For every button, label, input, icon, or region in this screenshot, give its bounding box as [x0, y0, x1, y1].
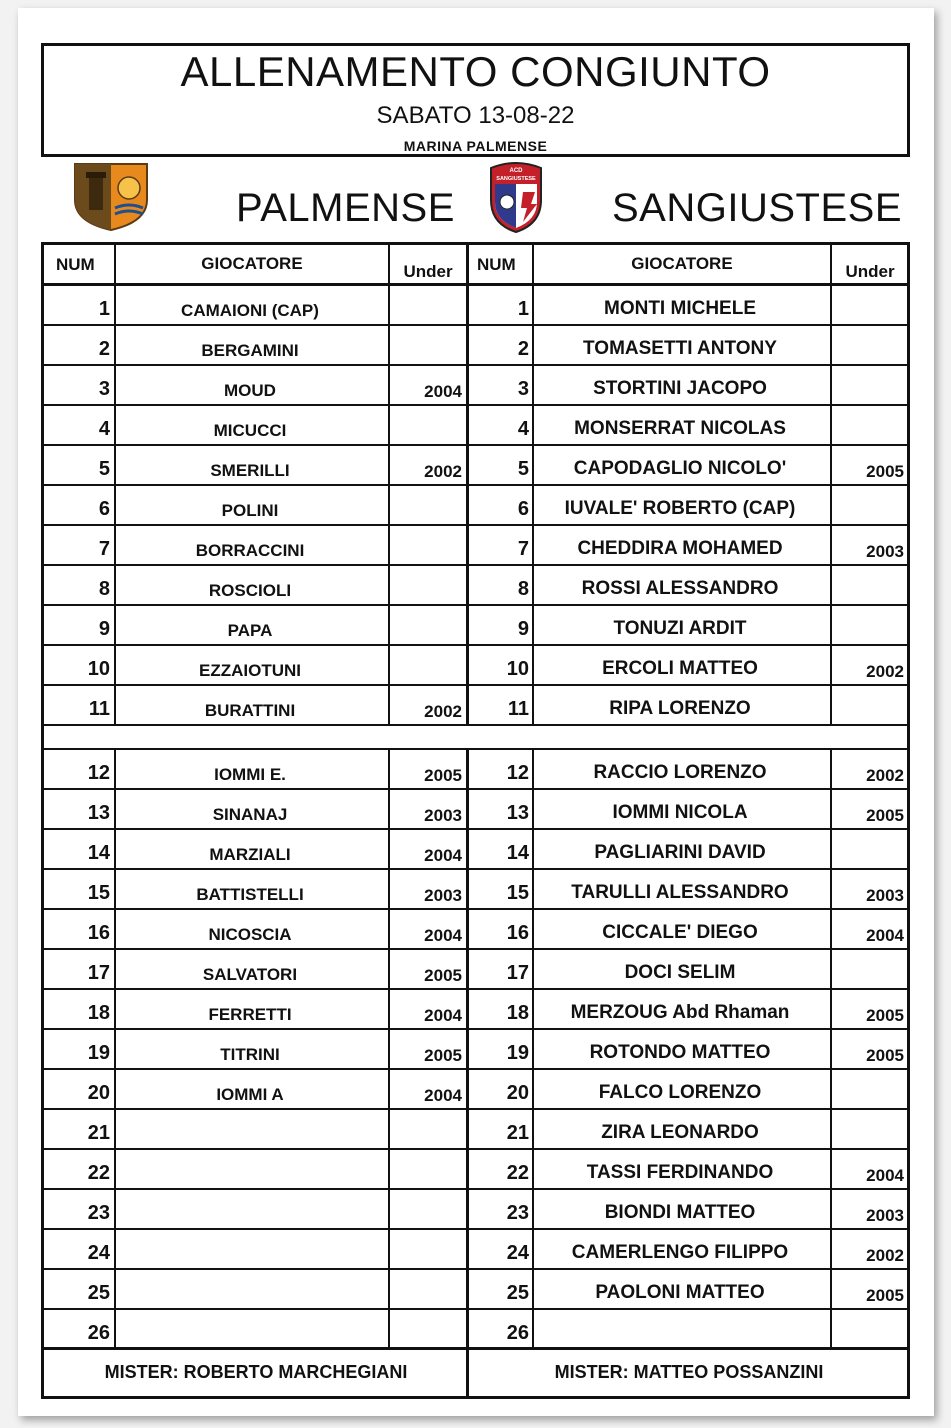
- player-under-left: 2004: [424, 926, 462, 945]
- player-number-left: 18: [87, 1002, 110, 1024]
- player-under-right: 2005: [866, 806, 904, 825]
- player-number-right: 5: [517, 458, 529, 480]
- player-name-left: PAPA: [227, 621, 273, 640]
- right-under-divider: [830, 245, 832, 726]
- table-row: [44, 646, 907, 686]
- player-number-right: 25: [506, 1282, 529, 1304]
- table-row: [44, 750, 907, 790]
- left-under-divider: [388, 750, 390, 1350]
- player-under-right: 2003: [866, 886, 904, 905]
- player-under-right: 2002: [866, 662, 904, 681]
- player-number-left: 13: [87, 802, 110, 824]
- player-number-left: 24: [87, 1242, 110, 1264]
- player-name-left: BERGAMINI: [201, 341, 299, 360]
- player-name-left: FERRETTI: [208, 1005, 292, 1024]
- coach-right: MISTER: MATTEO POSSANZINI: [554, 1362, 824, 1382]
- svg-text:ACD: ACD: [509, 168, 523, 174]
- table-row: [44, 1310, 907, 1350]
- player-under-right: 2004: [866, 926, 904, 945]
- player-number-right: 9: [517, 618, 529, 640]
- player-under-right: 2005: [866, 1286, 904, 1305]
- table-row: [44, 406, 907, 446]
- player-name-right: TOMASETTI ANTONY: [583, 338, 777, 359]
- player-under-right: 2003: [866, 1206, 904, 1225]
- table-row: [44, 526, 907, 566]
- player-name-right: MONSERRAT NICOLAS: [574, 418, 786, 439]
- table-row: [44, 1270, 907, 1310]
- player-number-right: 6: [517, 498, 529, 520]
- player-name-left: NICOSCIA: [208, 925, 292, 944]
- player-number-right: 13: [506, 802, 529, 824]
- table-row: [44, 486, 907, 526]
- col-header-player-left: GIOCATORE: [201, 254, 303, 273]
- event-venue: MARINA PALMENSE: [403, 138, 548, 152]
- player-under-left: 2004: [424, 1086, 462, 1105]
- player-number-right: 16: [506, 922, 529, 944]
- player-name-right: TONUZI ARDIT: [613, 618, 747, 639]
- player-name-left: CAMAIONI (CAP): [181, 301, 319, 320]
- sangiustese-crest-icon: [487, 158, 545, 234]
- player-under-right: 2005: [866, 1006, 904, 1025]
- player-name-right: PAOLONI MATTEO: [595, 1282, 765, 1303]
- team-divider: [466, 750, 469, 1350]
- player-number-right: 20: [506, 1082, 529, 1104]
- player-number-right: 15: [506, 882, 529, 904]
- coach-left: MISTER: ROBERTO MARCHEGIANI: [104, 1362, 408, 1382]
- left-num-divider: [114, 245, 116, 726]
- player-name-right: MERZOUG Abd Rhaman: [570, 1002, 790, 1023]
- palmense-crest-icon: [71, 160, 151, 232]
- right-under-divider: [830, 750, 832, 1350]
- table-row: [44, 366, 907, 406]
- col-header-num-left: NUM: [56, 255, 95, 274]
- player-under-left: 2005: [424, 766, 462, 785]
- player-number-right: 19: [506, 1042, 529, 1064]
- table-row: [44, 446, 907, 486]
- player-name-left: SMERILLI: [210, 461, 290, 480]
- table-row: [44, 1150, 907, 1190]
- player-name-left: MICUCCI: [213, 421, 287, 440]
- player-name-right: IOMMI NICOLA: [612, 802, 748, 823]
- player-name-right: MONTI MICHELE: [604, 298, 756, 319]
- player-number-left: 21: [87, 1122, 110, 1144]
- coaches-row: [44, 1347, 907, 1396]
- player-name-left: IOMMI A: [216, 1085, 284, 1104]
- header-divider: [41, 154, 910, 157]
- player-number-left: 7: [98, 538, 110, 560]
- col-header-under-right: Under: [845, 262, 895, 281]
- player-name-right: ROTONDO MATTEO: [589, 1042, 771, 1063]
- player-name-left: EZZAIOTUNI: [199, 661, 301, 680]
- player-name-right: CAMERLENGO FILIPPO: [571, 1242, 789, 1263]
- roster-table: [41, 242, 910, 1399]
- player-name-right: CAPODAGLIO NICOLO': [573, 458, 787, 479]
- player-name-right: STORTINI JACOPO: [593, 378, 767, 399]
- coaches-divider: [466, 1350, 469, 1396]
- player-under-left: 2004: [424, 846, 462, 865]
- table-header: [44, 245, 907, 286]
- player-number-right: 8: [517, 578, 529, 600]
- player-number-left: 15: [87, 882, 110, 904]
- header-box: [41, 43, 910, 157]
- player-number-left: 16: [87, 922, 110, 944]
- player-name-left: TITRINI: [220, 1045, 280, 1064]
- player-number-left: 1: [98, 298, 110, 320]
- right-num-divider: [532, 245, 534, 726]
- player-name-right: CHEDDIRA MOHAMED: [577, 538, 783, 559]
- table-row: [44, 566, 907, 606]
- team-divider: [466, 245, 469, 726]
- player-name-left: POLINI: [221, 501, 279, 520]
- player-under-right: 2004: [866, 1166, 904, 1185]
- player-number-right: 12: [506, 762, 529, 784]
- separator-row: [44, 726, 907, 750]
- player-number-right: 18: [506, 1002, 529, 1024]
- player-number-right: 24: [506, 1242, 529, 1264]
- player-number-left: 9: [98, 618, 110, 640]
- player-under-right: 2003: [866, 542, 904, 561]
- player-number-left: 4: [98, 418, 110, 440]
- player-name-right: DOCI SELIM: [624, 962, 736, 983]
- player-under-right: 2002: [866, 1246, 904, 1265]
- table-row: [44, 1190, 907, 1230]
- player-number-left: 12: [87, 762, 110, 784]
- table-row: [44, 1230, 907, 1270]
- player-under-left: 2004: [424, 1006, 462, 1025]
- player-name-right: CICCALE' DIEGO: [602, 922, 758, 943]
- table-row: [44, 1030, 907, 1070]
- table-row: [44, 606, 907, 646]
- player-name-right: RIPA LORENZO: [609, 698, 751, 719]
- table-row: [44, 910, 907, 950]
- player-name-right: ROSSI ALESSANDRO: [581, 578, 779, 599]
- team-name-left: PALMENSE: [236, 186, 455, 230]
- player-number-right: 21: [506, 1122, 529, 1144]
- player-number-left: 23: [87, 1202, 110, 1224]
- player-number-left: 2: [98, 338, 110, 360]
- player-number-left: 5: [98, 458, 110, 480]
- player-number-right: 1: [517, 298, 529, 320]
- player-number-left: 22: [87, 1162, 110, 1184]
- table-row: [44, 326, 907, 366]
- player-number-left: 10: [87, 658, 110, 680]
- player-name-left: MOUD: [224, 381, 276, 400]
- table-row: [44, 790, 907, 830]
- player-number-right: 17: [506, 962, 529, 984]
- player-name-left: BATTISTELLI: [196, 885, 304, 904]
- player-name-left: ROSCIOLI: [208, 581, 292, 600]
- player-number-left: 17: [87, 962, 110, 984]
- table-row: [44, 990, 907, 1030]
- player-under-left: 2004: [424, 382, 462, 401]
- event-date: SABATO 13-08-22: [376, 102, 575, 129]
- player-number-right: 14: [506, 842, 529, 864]
- col-header-player-right: GIOCATORE: [631, 254, 733, 273]
- table-row: [44, 1070, 907, 1110]
- player-under-left: 2002: [424, 702, 462, 721]
- player-number-right: 4: [517, 418, 529, 440]
- player-number-left: 26: [87, 1322, 110, 1344]
- page-title: ALLENAMENTO CONGIUNTO: [180, 48, 771, 95]
- player-name-right: RACCIO LORENZO: [593, 762, 767, 783]
- player-name-right: FALCO LORENZO: [598, 1082, 762, 1103]
- player-number-right: 23: [506, 1202, 529, 1224]
- table-row: [44, 830, 907, 870]
- table-row: [44, 286, 907, 326]
- player-number-left: 20: [87, 1082, 110, 1104]
- player-under-left: 2005: [424, 1046, 462, 1065]
- player-name-left: SALVATORI: [202, 965, 298, 984]
- player-name-right: IUVALE' ROBERTO (CAP): [564, 498, 796, 519]
- player-under-right: 2005: [866, 1046, 904, 1065]
- player-number-left: 8: [98, 578, 110, 600]
- player-name-right: BIONDI MATTEO: [604, 1202, 756, 1223]
- player-name-right: ERCOLI MATTEO: [602, 658, 758, 679]
- player-number-left: 6: [98, 498, 110, 520]
- player-number-right: 3: [517, 378, 529, 400]
- player-under-left: 2005: [424, 966, 462, 985]
- svg-text:SANGIUSTESE: SANGIUSTESE: [496, 176, 536, 182]
- player-name-left: IOMMI E.: [214, 765, 286, 784]
- player-name-right: TARULLI ALESSANDRO: [571, 882, 789, 903]
- table-row: [44, 686, 907, 726]
- player-under-left: 2002: [424, 462, 462, 481]
- player-name-right: TASSI FERDINANDO: [586, 1162, 774, 1183]
- table-row: [44, 950, 907, 990]
- right-num-divider: [532, 750, 534, 1350]
- player-name-left: MARZIALI: [209, 845, 291, 864]
- player-name-right: PAGLIARINI DAVID: [594, 842, 766, 863]
- player-number-right: 11: [507, 698, 529, 720]
- player-number-right: 10: [506, 658, 529, 680]
- col-header-num-right: NUM: [477, 255, 516, 274]
- player-number-right: 2: [517, 338, 529, 360]
- table-row: [44, 870, 907, 910]
- player-number-left: 3: [98, 378, 110, 400]
- player-number-left: 25: [87, 1282, 110, 1304]
- team-name-right: SANGIUSTESE: [612, 186, 903, 230]
- player-name-right: ZIRA LEONARDO: [601, 1122, 759, 1143]
- player-number-right: 7: [517, 538, 529, 560]
- player-number-left: 14: [87, 842, 110, 864]
- player-under-right: 2005: [866, 462, 904, 481]
- col-header-under-left: Under: [403, 262, 453, 281]
- player-name-left: SINANAJ: [212, 805, 288, 824]
- player-number-right: 22: [506, 1162, 529, 1184]
- player-name-left: BORRACCINI: [195, 541, 305, 560]
- player-under-right: 2002: [866, 766, 904, 785]
- player-name-left: BURATTINI: [204, 701, 296, 720]
- table-row: [44, 1110, 907, 1150]
- left-under-divider: [388, 245, 390, 726]
- left-num-divider: [114, 750, 116, 1350]
- player-under-left: 2003: [424, 886, 462, 905]
- player-number-left: 19: [87, 1042, 110, 1064]
- player-number-left: 11: [88, 698, 110, 720]
- player-under-left: 2003: [424, 806, 462, 825]
- player-number-right: 26: [506, 1322, 529, 1344]
